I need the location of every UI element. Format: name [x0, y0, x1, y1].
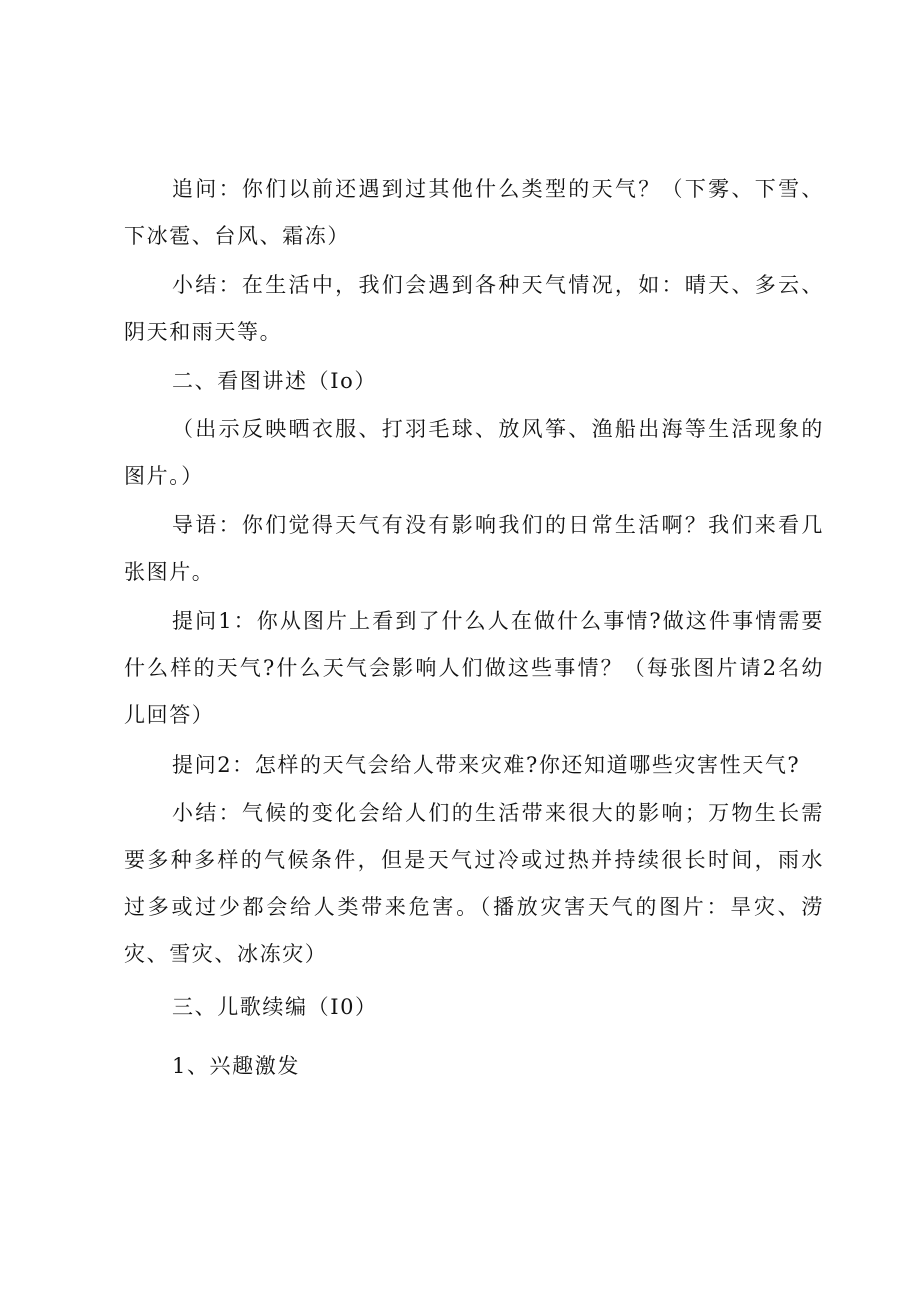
section-heading-nursery-rhyme: 三、儿歌续编（I0）: [172, 995, 378, 1019]
paragraph-summary-climate: 小结：气候的变化会给人们的生活带来很大的影响；万物生长需要多种多样的气候条件，但是天气过冷或过热并持续很长时间，雨水过多或过少都会给人类带来危害。（播放灾害天气的图片：旱灾、涝灾、雪灾、冰冻灾）: [124, 801, 824, 966]
section-heading-picture-talk: 二、看图讲述（Io）: [172, 369, 377, 393]
paragraph-show-pictures: （出示反映晒衣服、打羽毛球、放风筝、渔船出海等生活现象的图片。）: [124, 417, 824, 488]
paragraph-summary-weather-types: 小结：在生活中，我们会遇到各种天气情况，如：晴天、多云、阴天和雨天等。: [124, 273, 824, 344]
paragraph-follow-up-question: 追问：你们以前还遇到过其他什么类型的天气？（下雾、下雪、下冰雹、台风、霜冻）: [124, 177, 824, 248]
paragraph-question-1: 提问1：你从图片上看到了什么人在做什么事情?做这件事情需要什么样的天气?什么天气会影响人们做这些事情？（每张图片请2名幼儿回答）: [124, 609, 824, 727]
subheading-interest: 1、兴趣激发: [172, 1054, 300, 1078]
paragraph-question-2: 提问2：怎样的天气会给人带来灾难?你还知道哪些灾害性天气?: [172, 753, 801, 777]
paragraph-lead-in: 导语：你们觉得天气有没有影响我们的日常生活啊？我们来看几张图片。: [124, 513, 824, 584]
